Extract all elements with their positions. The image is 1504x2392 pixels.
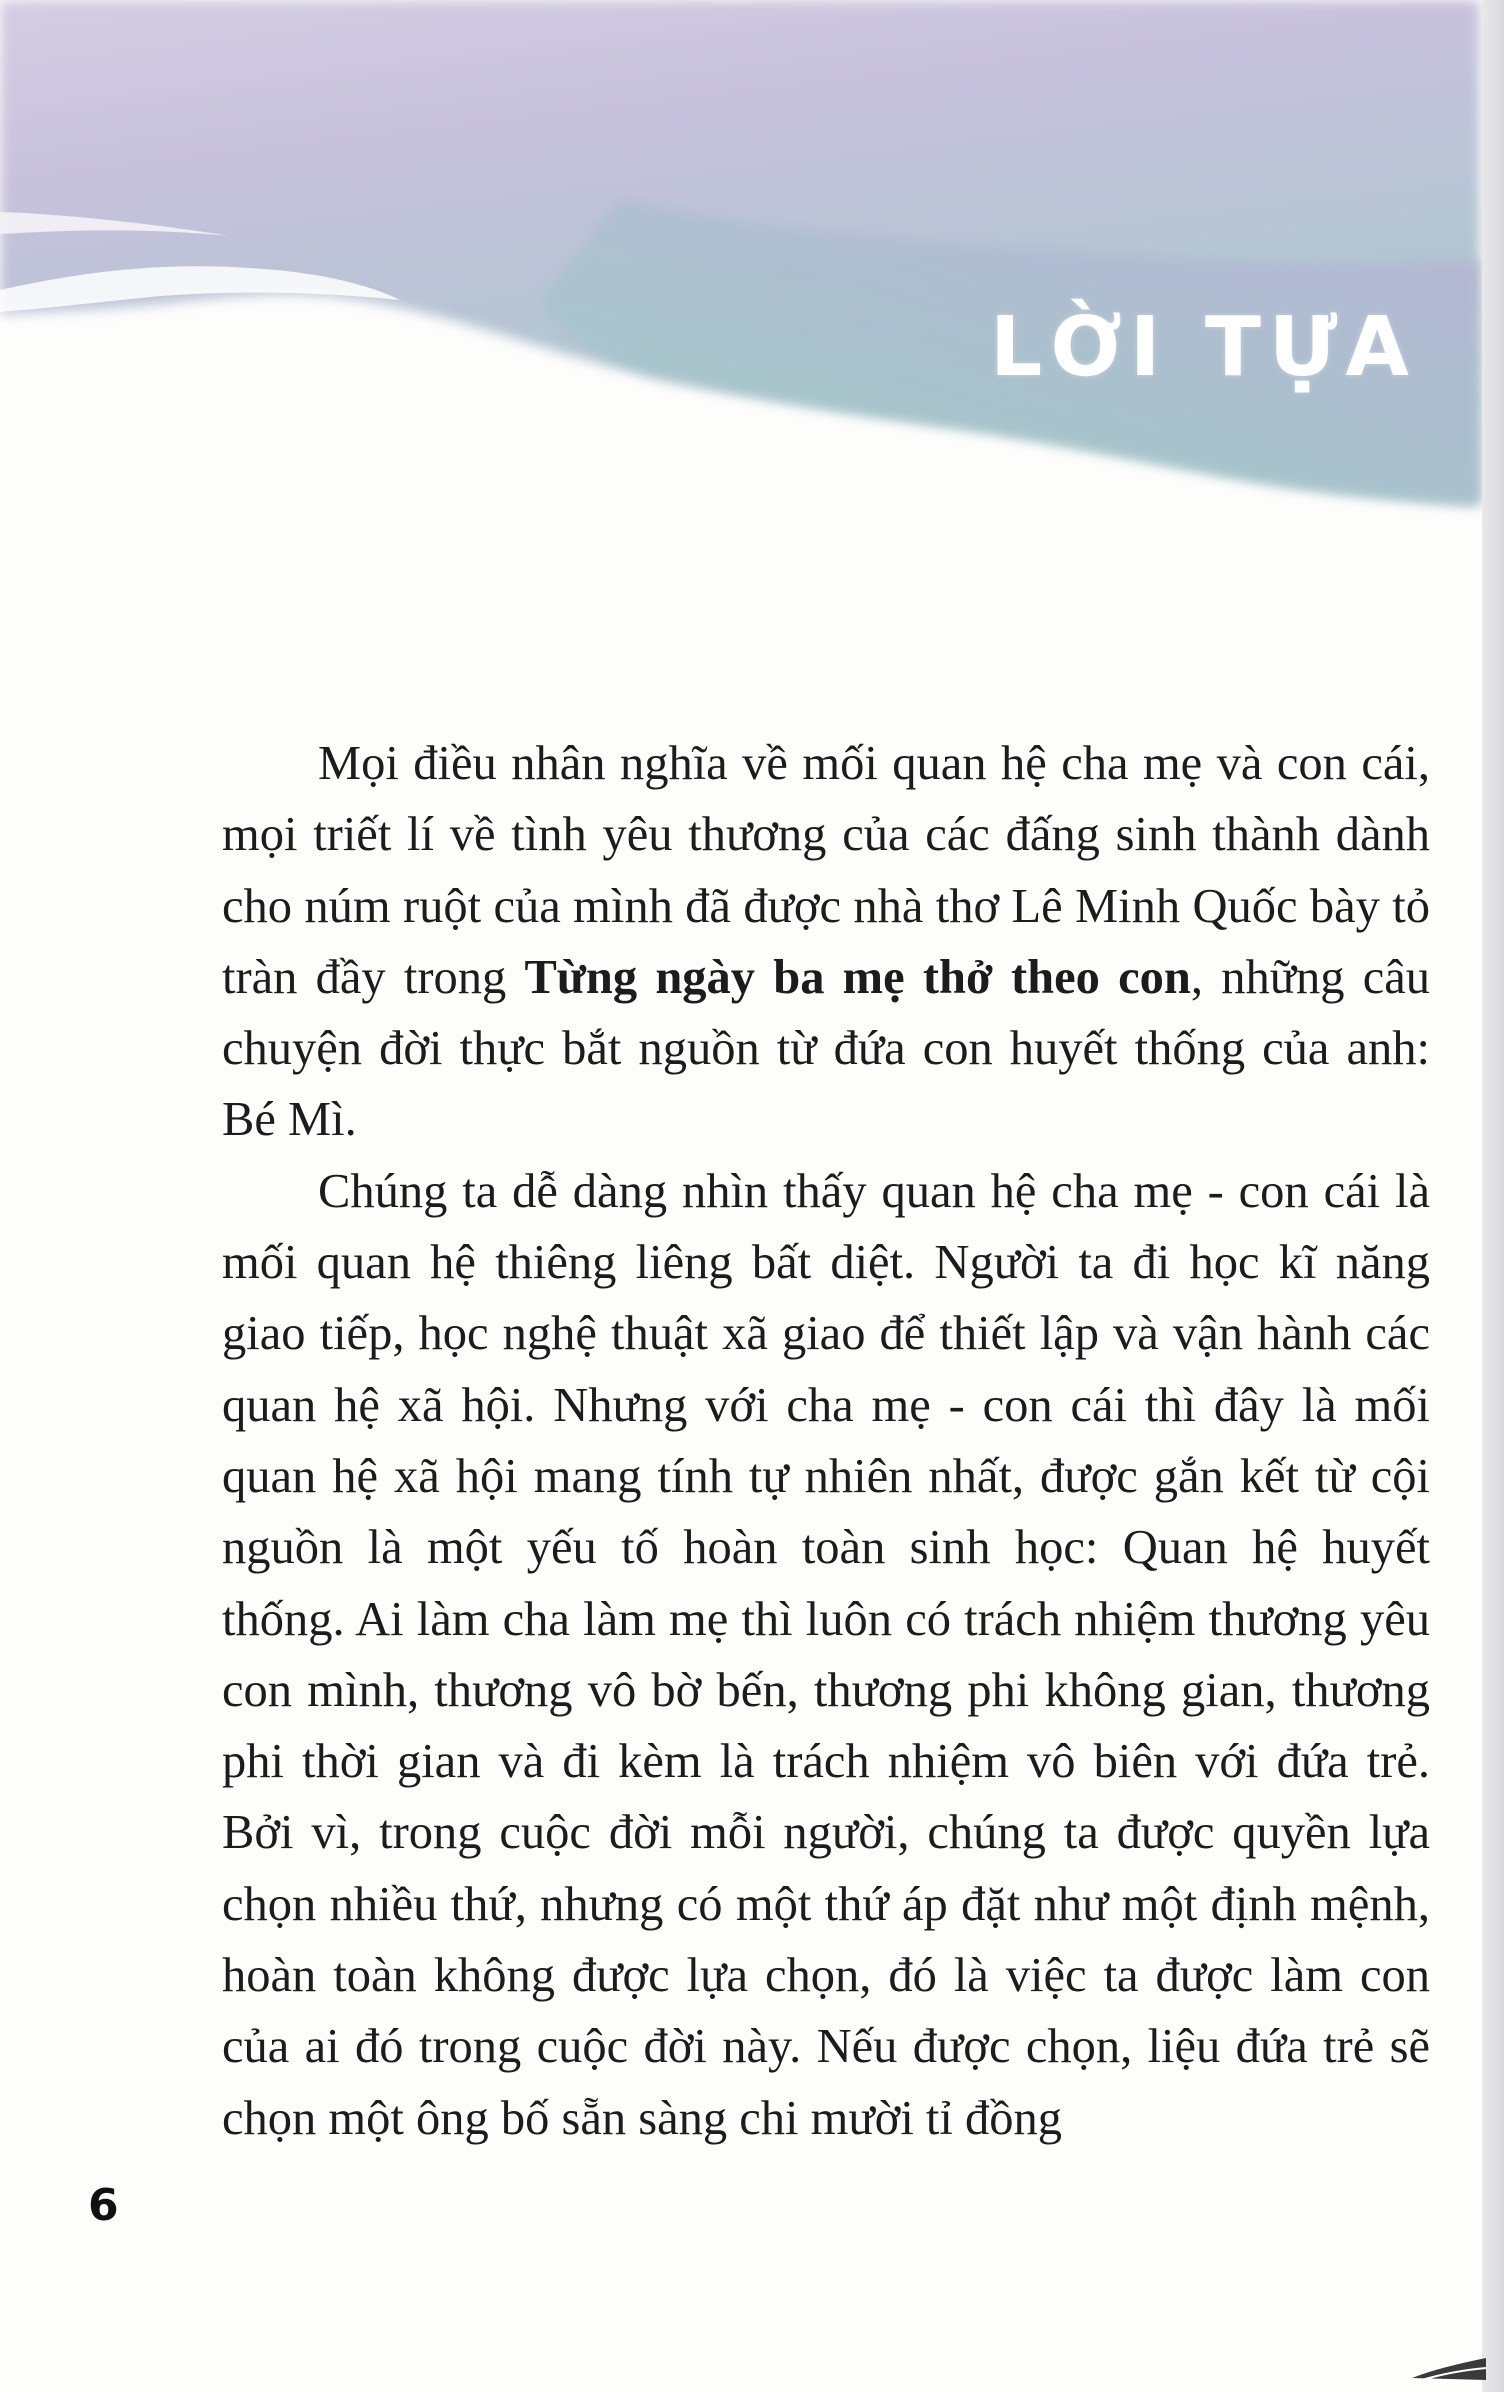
paragraph-2: Chúng ta dễ dàng nhìn thấy quan hệ cha mẹ - con cái là mối quan hệ thiêng liêng bất diệt. Người ta đi học kĩ năng giao tiếp, học nghệ thuật xã giao để thiết lập và vận hành các quan hệ xã hội. Nhưng với cha mẹ - con cái thì đây là mối quan hệ xã hội mang tính tự nhiên nhất, được gắn kết từ cội nguồn là một yếu tố hoàn toàn sinh học: Quan hệ huyết thống. Ai làm cha làm mẹ thì luôn có trách nhiệm thương yêu con mình, thương vô bờ bến, thương phi không gian, thương phi thời gian và đi kèm là trách nhiệm vô biên với đứa trẻ. Bởi vì, trong cuộc đời mỗi người, chúng ta được quyền lựa chọn nhiều thứ, nhưng có một thứ áp đặt như một định mệnh, hoàn toàn không được lựa chọn, đó là việc ta được làm con của ai đó trong cuộc đời này. Nếu được chọn, liệu đứa trẻ sẽ chọn một ông bố sẵn sàng chi mười tỉ đồng xyxy=(222,1164,1430,2145)
page-edge-shadow xyxy=(1482,0,1504,2392)
paragraph-1-text-end: , những câu chuyện đời thực bắt nguồn từ đứa con huyết thống của anh: Bé Mì. xyxy=(222,950,1431,1147)
page-corner-mark xyxy=(1402,2344,1492,2384)
paragraph-1-text-start: Mọi điều nhân nghĩa về mối quan hệ cha mẹ và con cái, mọi triết lí về tình yêu thương của các đấng sinh thành dành cho núm ruột của mình đã được nhà thơ Lê Minh Quốc bày tỏ tràn đầy trong xyxy=(222,737,1430,1004)
page-number: 6 xyxy=(88,2180,119,2231)
chapter-title: LỜI TỰA xyxy=(990,300,1417,395)
book-title: Từng ngày ba mẹ thở theo con xyxy=(524,950,1191,1004)
paragraph-1 xyxy=(222,728,1430,1156)
preface-body xyxy=(222,728,1430,2154)
watercolor-header-illustration xyxy=(0,0,1504,560)
